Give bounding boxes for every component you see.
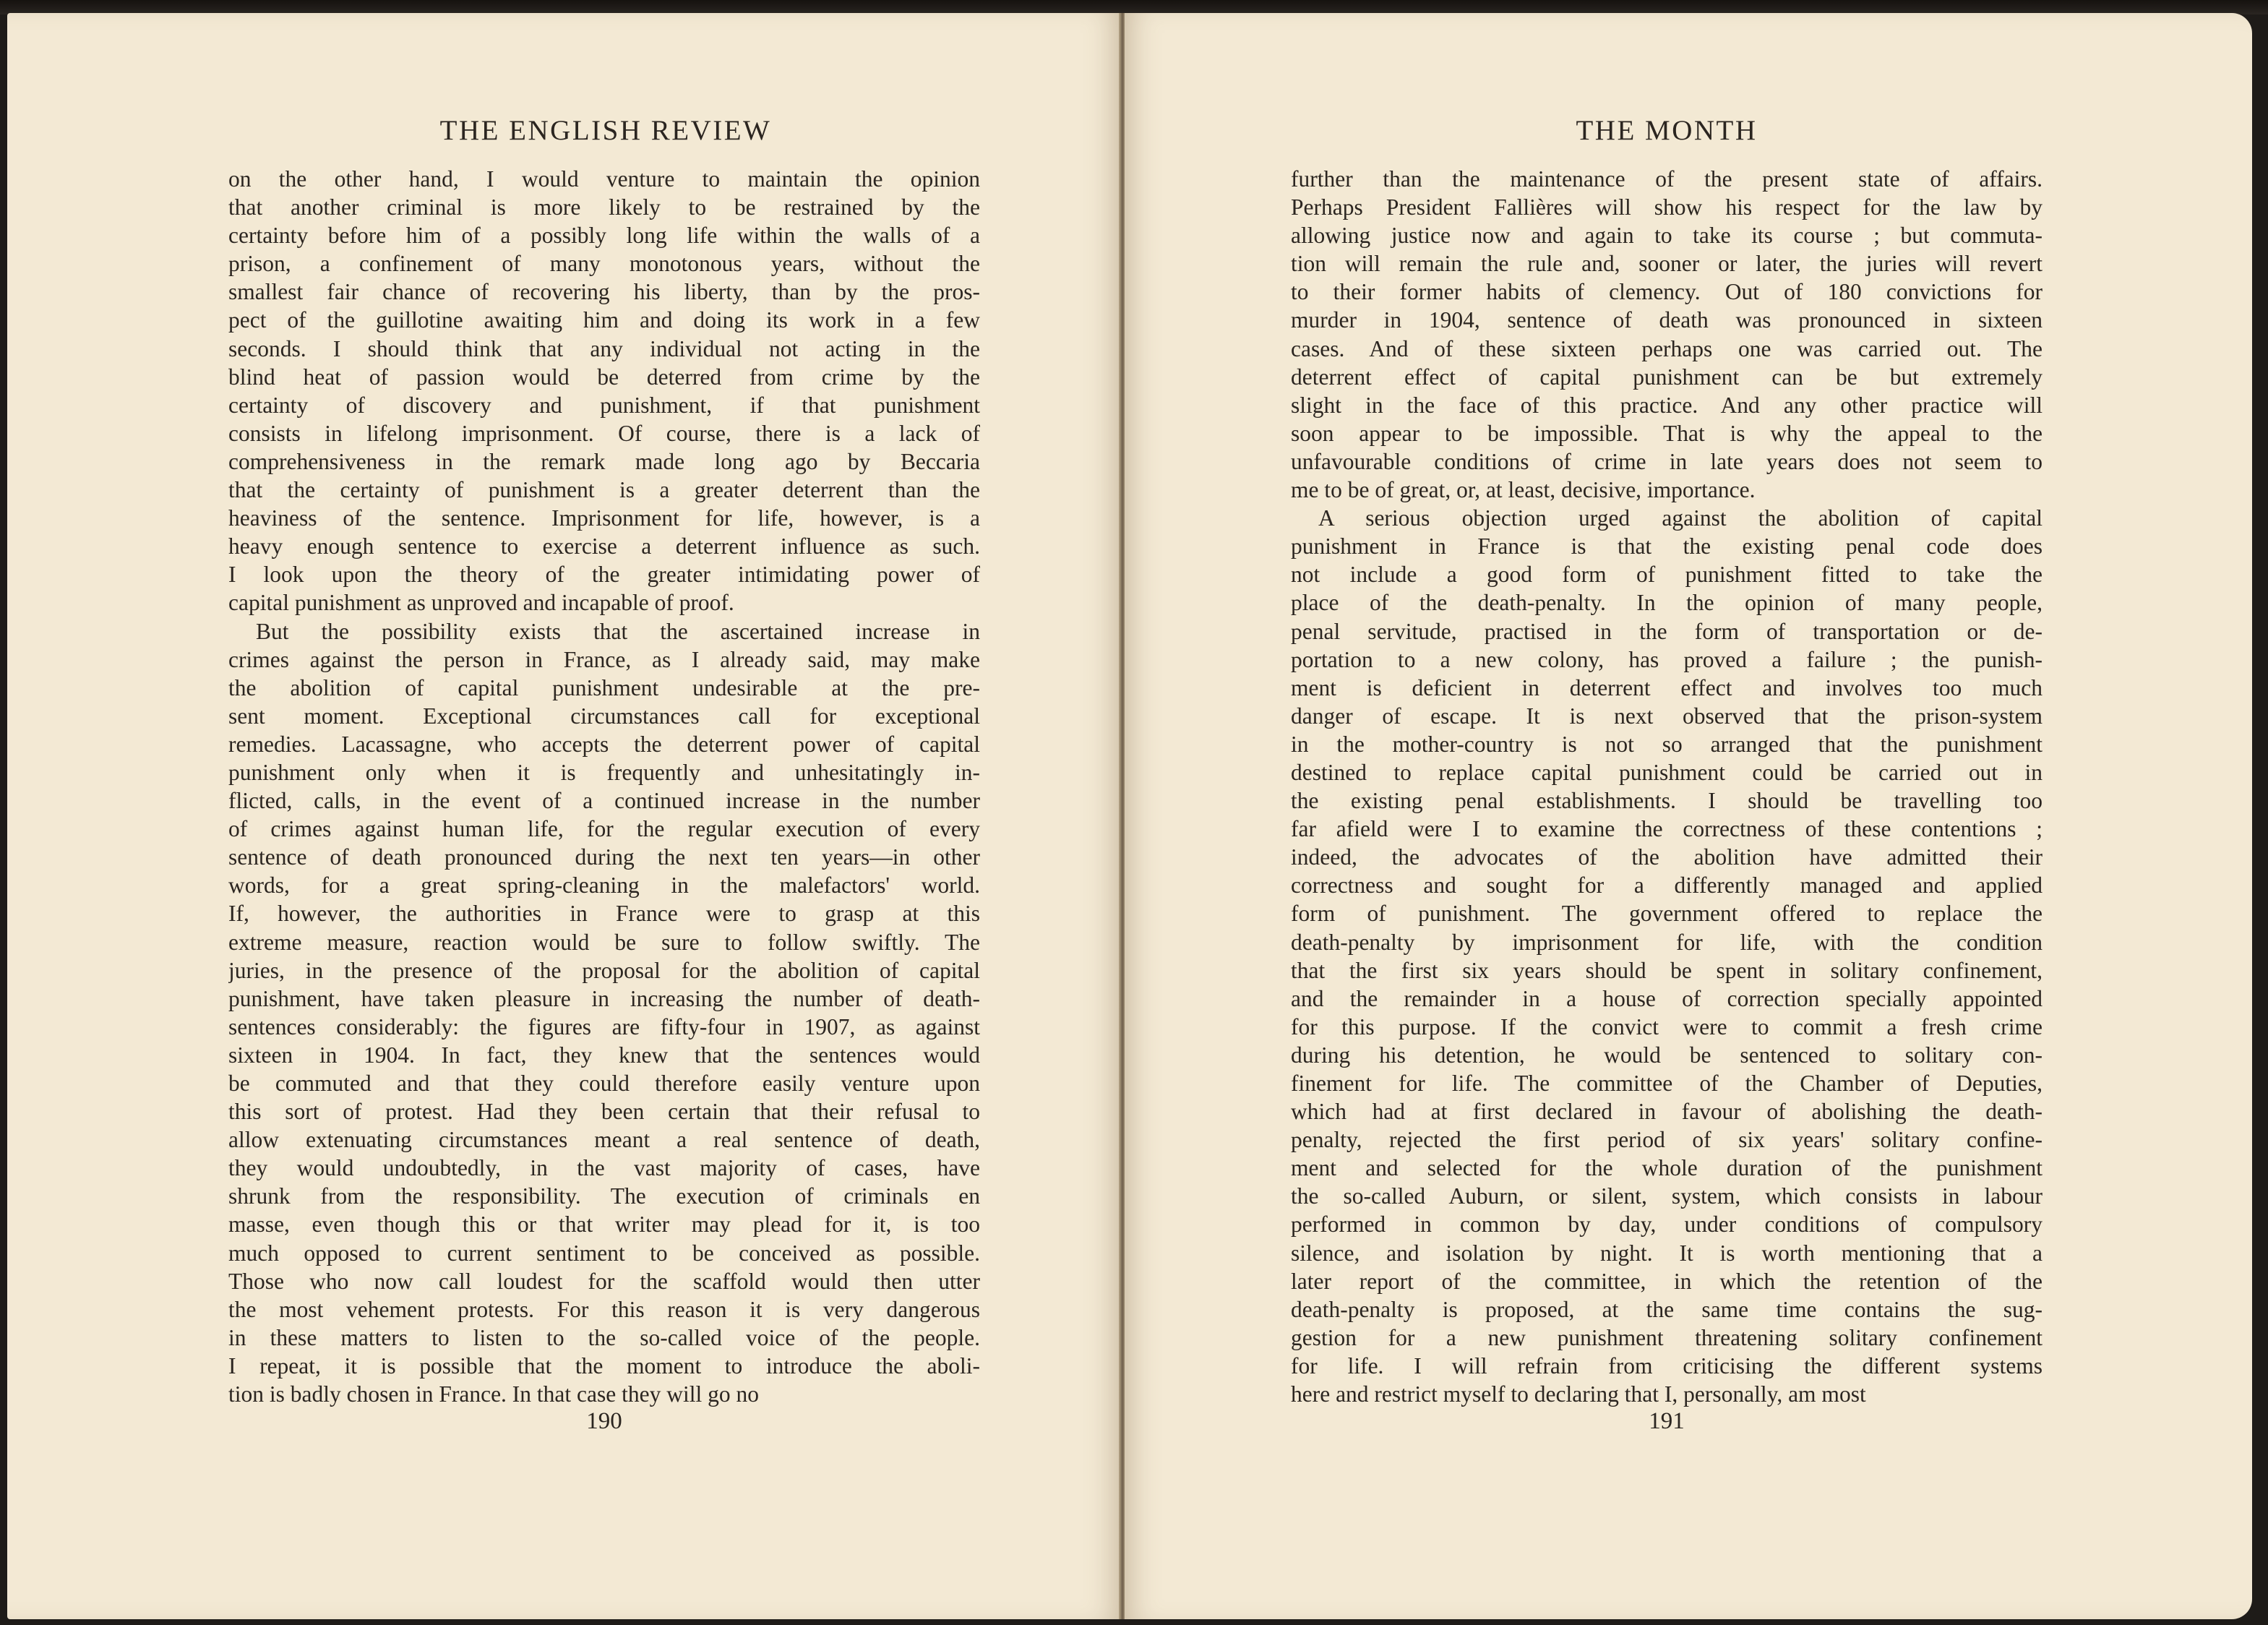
text-line: deterrent effect of capital punishment can be but extremely — [1291, 364, 2043, 390]
right-page — [1125, 13, 2252, 1619]
text-line: sentences considerably: the figures are fifty-four in 1907, as against — [228, 1013, 980, 1039]
text-line: shrunk from the responsibility. The execution of criminals en — [228, 1183, 980, 1209]
text-line: cases. And of these sixteen perhaps one was carried out. The — [1291, 335, 2043, 361]
text-line: consists in lifelong imprisonment. Of course, there is a lack of — [228, 420, 980, 446]
scan-top-edge — [0, 0, 2268, 14]
text-line: the so-called Auburn, or silent, system, which consists in labour — [1291, 1183, 2043, 1209]
text-line: smallest fair chance of recovering his liberty, than by the pros- — [228, 279, 980, 305]
text-line: words, for a great spring-cleaning in the malefactors' world. — [228, 872, 980, 899]
text-line: gestion for a new punishment threatening solitary confinement — [1291, 1324, 2043, 1350]
text-line: masse, even though this or that writer may plead for it, is too — [228, 1212, 980, 1238]
text-line: the abolition of capital punishment undesirable at the pre- — [228, 674, 980, 700]
left-page-number: 190 — [586, 1408, 622, 1434]
text-line: that the certainty of punishment is a greater deterrent than the — [228, 477, 980, 503]
left-page — [7, 13, 1120, 1619]
text-line: far afield were I to examine the correctness of these contentions ; — [1291, 816, 2043, 842]
text-line: me to be of great, or, at least, decisive, importance. — [1291, 477, 1756, 503]
text-line: indeed, the advocates of the abolition have admitted their — [1291, 844, 2043, 870]
text-line: place of the death-penalty. In the opinion of many people, — [1291, 590, 2043, 616]
text-line: flicted, calls, in the event of a continued increase in the number — [228, 788, 980, 814]
text-line: much opposed to current sentiment to be conceived as possible. — [228, 1240, 980, 1266]
text-line: that the first six years should be spent in solitary confinement, — [1291, 957, 2043, 983]
text-line: in the mother-country is not so arranged that the punishment — [1291, 731, 2043, 757]
right-running-head: THE MONTH — [1576, 115, 1758, 146]
text-line: further than the maintenance of the present state of affairs. — [1291, 166, 2043, 192]
text-line: extreme measure, reaction would be sure to follow swiftly. The — [228, 929, 980, 955]
text-line: silence, and isolation by night. It is worth mentioning that a — [1291, 1240, 2043, 1266]
text-line: punishment, have taken pleasure in increasing the number of death- — [228, 985, 980, 1011]
text-line: which had at first declared in favour of abolishing the death- — [1291, 1099, 2043, 1125]
text-line: If, however, the authorities in France were to grasp at this — [228, 901, 980, 927]
text-line: comprehensiveness in the remark made long ago by Beccaria — [228, 448, 980, 474]
text-line: form of punishment. The government offered to replace the — [1291, 901, 2043, 927]
text-line: finement for life. The committee of the Chamber of Deputies, — [1291, 1071, 2043, 1096]
text-line: remedies. Lacassagne, who accepts the deterrent power of capital — [228, 731, 980, 757]
text-line: punishment in France is that the existing penal code does — [1291, 533, 2043, 559]
text-line: Those who now call loudest for the scaffold would then utter — [228, 1268, 980, 1294]
text-line: A serious objection urged against the abolition of capital — [1318, 505, 2043, 531]
text-line: seconds. I should think that any individual not acting in the — [228, 335, 980, 361]
text-line: danger of escape. It is next observed that the prison-system — [1291, 703, 2043, 729]
text-line: on the other hand, I would venture to maintain the opinion — [228, 166, 980, 192]
left-page-body — [228, 165, 980, 1408]
text-line: I repeat, it is possible that the moment to introduce the aboli- — [228, 1352, 980, 1379]
text-line: performed in common by day, under conditions of compulsory — [1291, 1212, 2043, 1238]
text-line: tion is badly chosen in France. In that case they will go no — [228, 1381, 759, 1407]
text-line: capital punishment as unproved and incapable of proof. — [228, 590, 734, 616]
text-line: I look upon the theory of the greater intimidating power of — [228, 562, 980, 588]
right-page-number: 191 — [1649, 1408, 1685, 1434]
text-line: prison, a confinement of many monotonous years, without the — [228, 251, 980, 277]
text-line: destined to replace capital punishment could be carried out in — [1291, 759, 2043, 785]
text-line: penal servitude, practised in the form of transportation or de- — [1291, 618, 2043, 644]
text-line: certainty before him of a possibly long life within the walls of a — [228, 223, 980, 249]
text-line: death-penalty is proposed, at the same time contains the sug- — [1291, 1296, 2043, 1322]
text-line: of crimes against human life, for the regular execution of every — [228, 816, 980, 842]
text-line: ment is deficient in deterrent effect and involves too much — [1291, 674, 2043, 700]
text-line: slight in the face of this practice. And any other practice will — [1291, 392, 2043, 418]
text-line: pect of the guillotine awaiting him and doing its work in a few — [228, 307, 980, 333]
text-line: for this purpose. If the convict were to commit a fresh crime — [1291, 1013, 2043, 1039]
text-line: the existing penal establishments. I should be travelling too — [1291, 788, 2043, 814]
text-line: this sort of protest. Had they been certain that their refusal to — [228, 1099, 980, 1125]
text-line: be commuted and that they could therefore easily venture upon — [228, 1071, 980, 1096]
text-line: soon appear to be impossible. That is why the appeal to the — [1291, 420, 2043, 446]
text-line: unfavourable conditions of crime in late years does not seem to — [1291, 448, 2043, 474]
text-line: sent moment. Exceptional circumstances call for exceptional — [228, 703, 980, 729]
left-running-head: THE ENGLISH REVIEW — [439, 115, 772, 146]
text-line: allowing justice now and again to take its course ; but commuta- — [1291, 223, 2043, 249]
right-page-body — [1291, 165, 2043, 1408]
text-line: here and restrict myself to declaring that I, personally, am most — [1291, 1381, 1866, 1407]
text-line: certainty of discovery and punishment, if that punishment — [228, 392, 980, 418]
text-line: sixteen in 1904. In fact, they knew that the sentences would — [228, 1042, 980, 1068]
text-line: that another criminal is more likely to be restrained by the — [228, 194, 980, 220]
text-line: to their former habits of clemency. Out of 180 convictions for — [1291, 279, 2043, 305]
text-line: in these matters to listen to the so-called voice of the people. — [228, 1324, 980, 1350]
text-line: juries, in the presence of the proposal for the abolition of capital — [228, 957, 980, 983]
text-line: the most vehement protests. For this reason it is very dangerous — [228, 1296, 980, 1322]
text-line: sentence of death pronounced during the next ten years—in other — [228, 844, 980, 870]
text-line: ment and selected for the whole duration of the punishment — [1291, 1155, 2043, 1181]
text-line: not include a good form of punishment fitted to take the — [1291, 562, 2043, 588]
text-line: later report of the committee, in which the retention of the — [1291, 1268, 2043, 1294]
text-line: allow extenuating circumstances meant a real sentence of death, — [228, 1127, 980, 1153]
text-line: But the possibility exists that the ascertained increase in — [256, 618, 980, 644]
text-line: they would undoubtedly, in the vast majority of cases, have — [228, 1155, 980, 1181]
text-line: crimes against the person in France, as I already said, may make — [228, 646, 980, 672]
text-line: heaviness of the sentence. Imprisonment for life, however, is a — [228, 505, 980, 531]
text-line: punishment only when it is frequently and unhesitatingly in- — [228, 759, 980, 785]
text-line: blind heat of passion would be deterred from crime by the — [228, 364, 980, 390]
text-line: portation to a new colony, has proved a failure ; the punish- — [1291, 646, 2043, 672]
text-line: death-penalty by imprisonment for life, with the condition — [1291, 929, 2043, 955]
text-line: for life. I will refrain from criticising the different systems — [1291, 1352, 2043, 1379]
text-line: Perhaps President Fallières will show his respect for the law by — [1291, 194, 2043, 220]
text-line: during his detention, he would be sentenced to solitary con- — [1291, 1042, 2043, 1068]
text-line: correctness and sought for a differently managed and applied — [1291, 872, 2043, 899]
text-line: and the remainder in a house of correction specially appointed — [1291, 985, 2043, 1011]
text-line: heavy enough sentence to exercise a deterrent influence as such. — [228, 533, 980, 559]
text-line: penalty, rejected the first period of six years' solitary confine- — [1291, 1127, 2043, 1153]
text-line: tion will remain the rule and, sooner or later, the juries will revert — [1291, 251, 2043, 277]
text-line: murder in 1904, sentence of death was pronounced in sixteen — [1291, 307, 2043, 333]
